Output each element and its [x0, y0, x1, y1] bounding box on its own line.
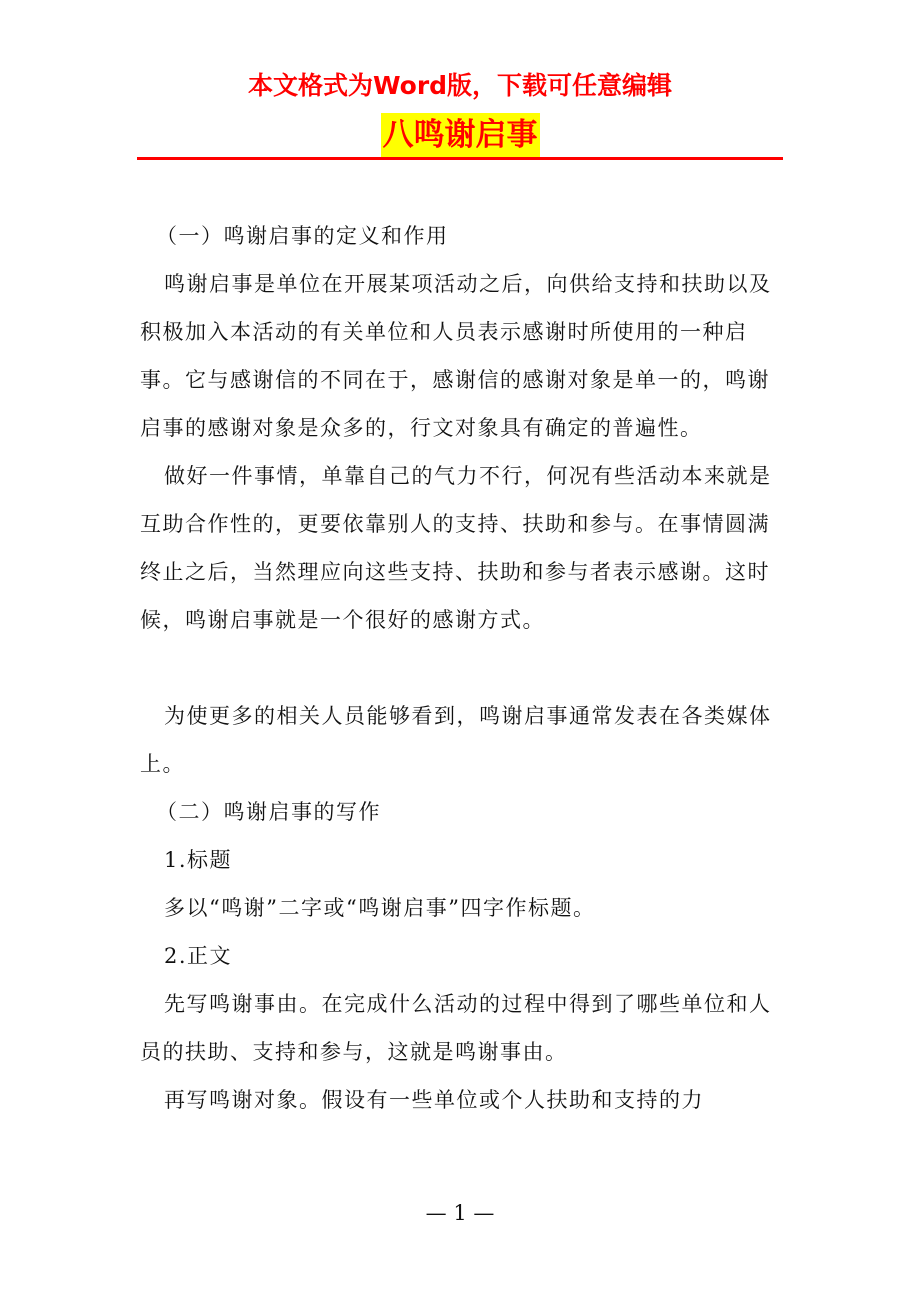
paragraph-title-desc: 多以“鸣谢”二字或“鸣谢启事”四字作标题。: [164, 896, 596, 920]
paragraph-reason: 先写鸣谢事由。在完成什么活动的过程中得到了哪些单位和人员的扶助、支持和参与，这就是鸣谢事由。: [140, 992, 772, 1064]
paragraph-definition: 鸣谢启事是单位在开展某项活动之后，向供给支持和扶助以及积极加入本活动的有关单位和人员表示感谢时所使用的一种启事。它与感谢信的不同在于，感谢信的感谢对象是单一的，鸣谢启事的感谢对象是众多的，行文对象具有确定的普遍性。: [140, 272, 772, 440]
section-heading-1: （一）鸣谢启事的定义和作用: [156, 224, 449, 248]
paragraph-media: 为使更多的相关人员能够看到，鸣谢启事通常发表在各类媒体上。: [140, 704, 772, 776]
document-title: 八鸣谢启事: [381, 113, 540, 157]
download-banner: 本文格式为Word版，下载可任意编辑: [247, 71, 673, 100]
section-heading-2: （二）鸣谢启事的写作: [156, 800, 381, 824]
list-item-title: 1.标题: [164, 848, 233, 872]
paragraph-gap: [140, 644, 780, 692]
document-body: [140, 212, 780, 1124]
paragraph-purpose: 做好一件事情，单靠自己的气力不行，何况有些活动本来就是互助合作性的，更要依靠别人的支持、扶助和参与。在事情圆满终止之后，当然理应向这些支持、扶助和参与者表示感谢。这时候，鸣谢启事就是一个很好的感谢方式。: [140, 464, 772, 632]
title-wrapper: [0, 113, 920, 157]
page-number: — 1 —: [425, 1201, 495, 1225]
list-item-body: 2.正文: [164, 944, 233, 968]
paragraph-recipients: 再写鸣谢对象。假设有一些单位或个人扶助和支持的力: [164, 1088, 704, 1112]
title-divider: [137, 157, 783, 160]
